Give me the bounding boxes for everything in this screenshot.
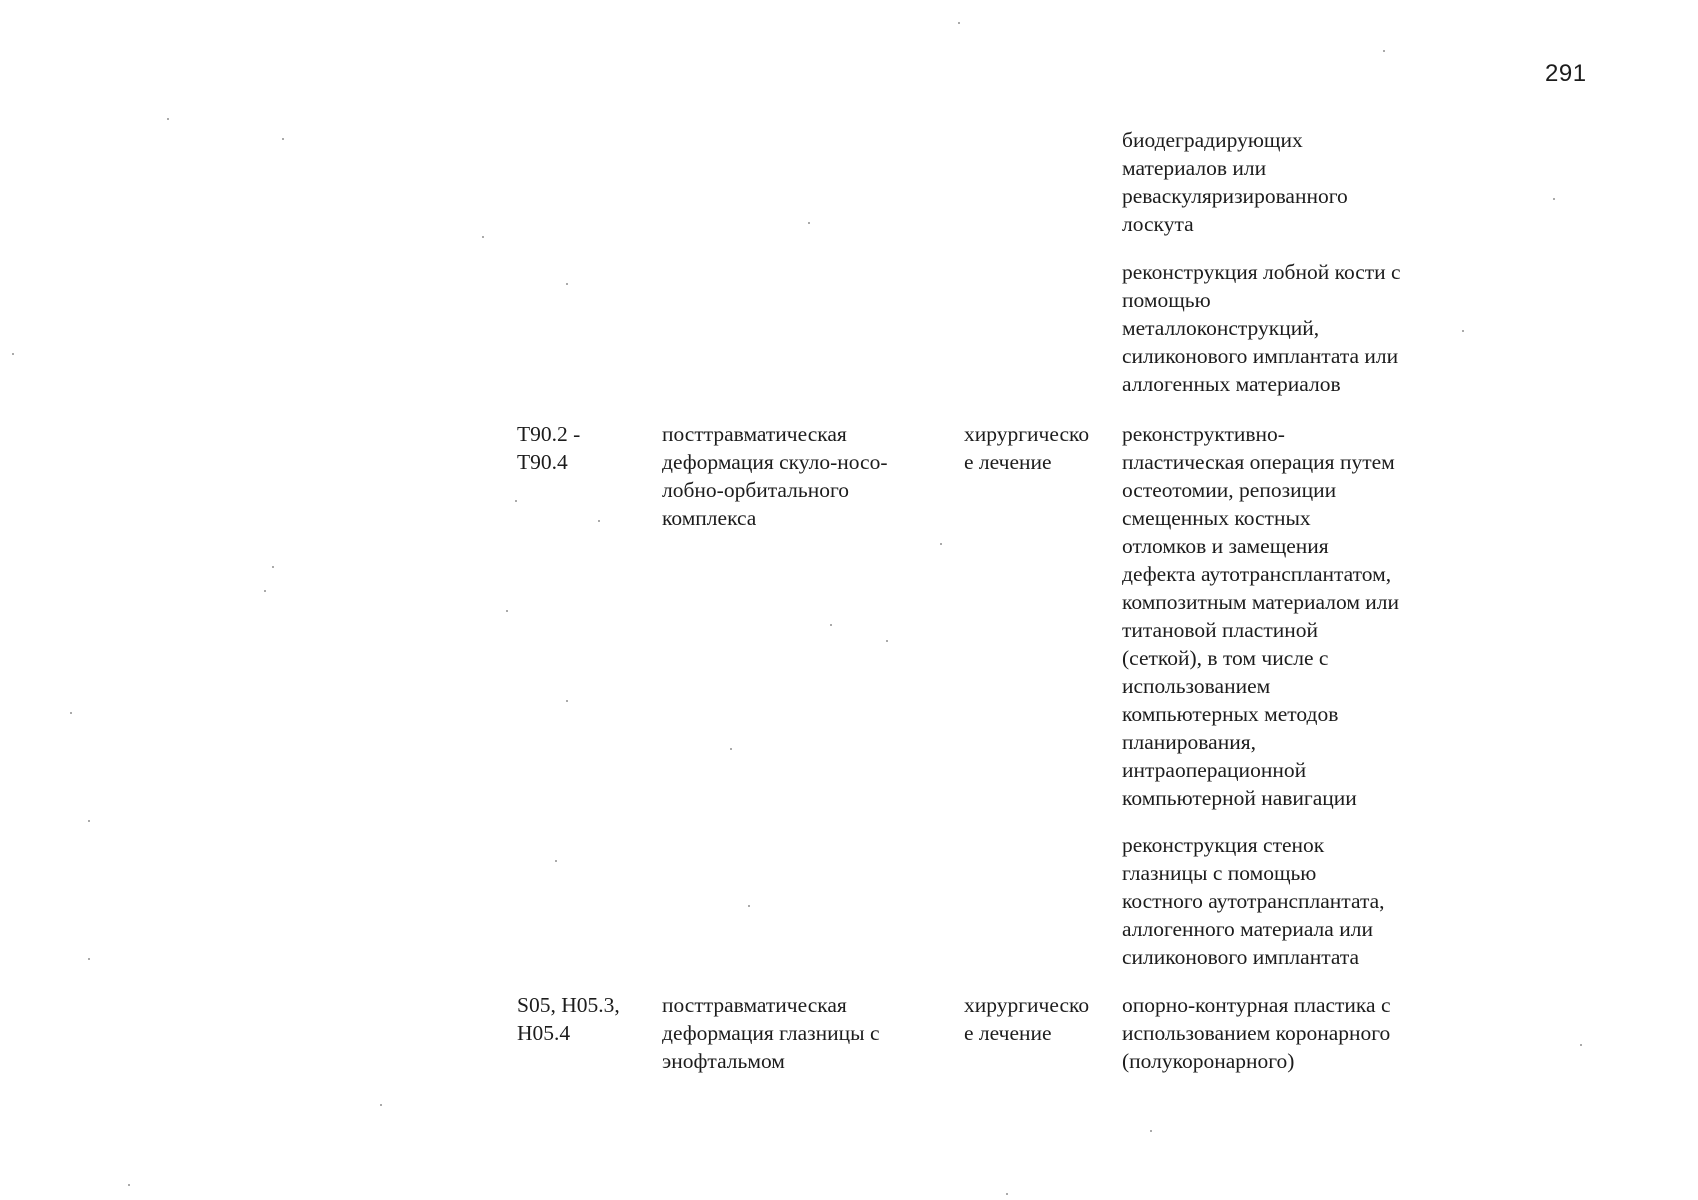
scan-speck <box>1580 1044 1582 1046</box>
method-text: реконструктивно- пластическая операция путем остеотомии, репозиции смещенных костных отломков и замещения дефекта аутотрансплантатом, композитным материалом или титановой пластиной (сеткой), в том числе с использованием компьютерных методов планирования, интраоперационной компьютерной навигации <box>1122 422 1400 810</box>
scan-speck <box>566 283 568 285</box>
scan-speck <box>88 820 90 822</box>
method-text: реконструкция лобной кости с помощью металлоконструкций, силиконового имплантата или аллогенных материалов <box>1122 260 1401 396</box>
scan-speck <box>482 236 484 238</box>
diagnosis-text: посттравматическая деформация скуло-носо- лобно-орбитального комплекса <box>662 422 888 530</box>
scan-speck <box>167 118 169 120</box>
scan-speck <box>555 860 557 862</box>
icd-code: T90.2 - T90.4 <box>517 422 581 474</box>
scan-speck <box>70 712 72 714</box>
scan-speck <box>940 543 942 545</box>
diagnosis-text: посттравматическая деформация глазницы с энофтальмом <box>662 993 880 1073</box>
scan-speck <box>1553 198 1555 200</box>
scan-speck <box>506 610 508 612</box>
scan-speck <box>88 958 90 960</box>
scan-speck <box>128 1184 130 1186</box>
scan-speck <box>808 222 810 224</box>
scan-speck <box>830 624 832 626</box>
scan-speck <box>1150 1130 1152 1132</box>
treatment-type: хирургическо е лечение <box>964 422 1090 474</box>
scan-speck <box>1006 1193 1008 1195</box>
scan-speck <box>1383 50 1385 52</box>
page-number: 291 <box>1545 60 1587 87</box>
scan-speck <box>958 22 960 24</box>
scan-speck <box>515 500 517 502</box>
scan-speck <box>282 138 284 140</box>
scan-speck <box>264 590 266 592</box>
method-text: опорно-контурная пластика с использованием коронарного (полукоронарного) <box>1122 993 1391 1073</box>
scan-speck <box>566 700 568 702</box>
scan-speck <box>380 1104 382 1106</box>
scan-speck <box>730 748 732 750</box>
method-text: реконструкция стенок глазницы с помощью костного аутотрансплантата, аллогенного материала или силиконового имплантата <box>1122 833 1385 969</box>
treatment-type: хирургическо е лечение <box>964 993 1090 1045</box>
scan-speck <box>598 520 600 522</box>
scan-speck <box>272 566 274 568</box>
scan-speck <box>886 640 888 642</box>
icd-code: S05, H05.3, H05.4 <box>517 993 620 1045</box>
scan-speck <box>1462 330 1464 332</box>
method-text: биодеградирующих материалов или реваскуляризированного лоскута <box>1122 128 1348 236</box>
scan-speck <box>12 353 14 355</box>
scan-speck <box>748 905 750 907</box>
